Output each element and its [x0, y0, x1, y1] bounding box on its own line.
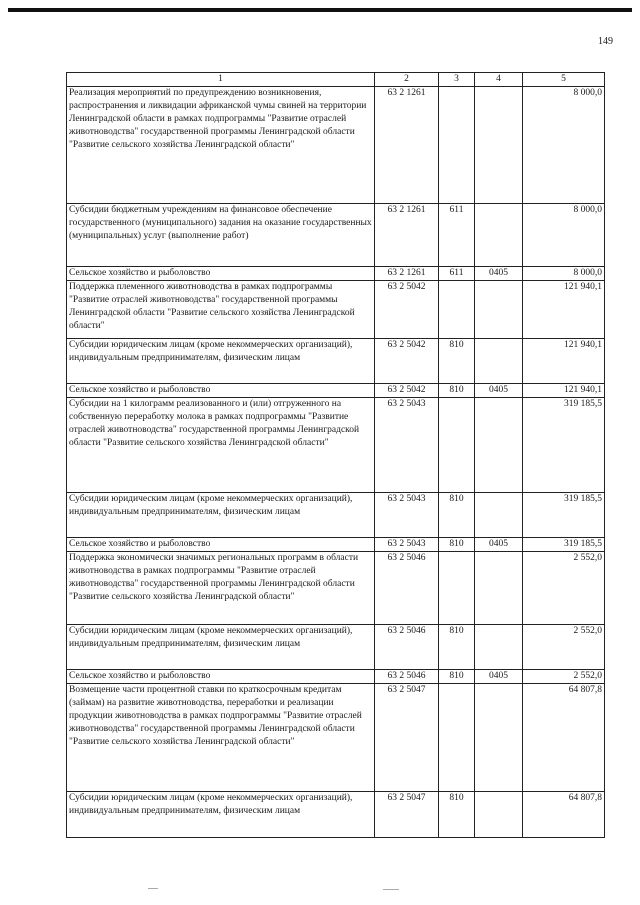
table-row: [67, 684, 605, 792]
row-expense-type: [439, 281, 475, 339]
row-amount: 64 807,8: [523, 684, 605, 792]
row-expense-type: [439, 87, 475, 204]
row-target-code: 63 2 1261: [375, 87, 439, 204]
row-section: [475, 625, 523, 670]
row-target-code: 63 2 5046: [375, 670, 439, 684]
table-row: [67, 267, 605, 281]
row-expense-type: 611: [439, 267, 475, 281]
row-amount: 64 807,8: [523, 792, 605, 838]
row-description: Сельское хозяйство и рыболовство: [67, 670, 375, 684]
row-expense-type: 810: [439, 670, 475, 684]
row-expense-type: 810: [439, 792, 475, 838]
row-section: [475, 87, 523, 204]
row-amount: 121 940,1: [523, 339, 605, 384]
row-expense-type: 810: [439, 339, 475, 384]
row-section: [475, 398, 523, 493]
scan-speck: [383, 889, 399, 890]
table-row: [67, 339, 605, 384]
row-amount: 319 185,5: [523, 493, 605, 538]
row-description: Субсидии юридическим лицам (кроме некоммерческих организаций), индивидуальным предпринимателям, физическим лицам: [67, 792, 375, 838]
row-expense-type: [439, 552, 475, 625]
row-amount: 319 185,5: [523, 398, 605, 493]
row-section: 0405: [475, 267, 523, 281]
header-col-3: 3: [439, 73, 475, 87]
row-target-code: 63 2 5047: [375, 792, 439, 838]
row-description: Реализация мероприятий по предупреждению возникновения, распространения и ликвидации африканской чумы свиней на территории Ленинградской области в рамках подпрограммы "Развитие отраслей животноводства" государственной программы Ленинградской области "Развитие сельского хозяйства Ленинградской области": [67, 87, 375, 204]
row-section: [475, 493, 523, 538]
row-description: Субсидии юридическим лицам (кроме некоммерческих организаций), индивидуальным предпринимателям, физическим лицам: [67, 339, 375, 384]
row-target-code: 63 2 5043: [375, 398, 439, 493]
row-expense-type: 810: [439, 625, 475, 670]
scan-speck: [148, 888, 158, 889]
row-target-code: 63 2 5042: [375, 384, 439, 398]
table-row: [67, 204, 605, 267]
table-row: [67, 538, 605, 552]
row-description: Поддержка племенного животноводства в рамках подпрограммы "Развитие отраслей животноводства" государственной программы Ленинградской области "Развитие сельского хозяйства Ленинградской области": [67, 281, 375, 339]
row-section: [475, 552, 523, 625]
row-section: [475, 281, 523, 339]
table-row: [67, 625, 605, 670]
row-section: [475, 792, 523, 838]
budget-table: [66, 72, 605, 838]
table-row: [67, 670, 605, 684]
row-amount: 8 000,0: [523, 87, 605, 204]
row-target-code: 63 2 5047: [375, 684, 439, 792]
row-target-code: 63 2 5042: [375, 339, 439, 384]
header-col-1: 1: [67, 73, 375, 87]
row-description: Сельское хозяйство и рыболовство: [67, 267, 375, 281]
row-description: Сельское хозяйство и рыболовство: [67, 384, 375, 398]
row-target-code: 63 2 5043: [375, 493, 439, 538]
row-expense-type: 810: [439, 384, 475, 398]
row-expense-type: 810: [439, 493, 475, 538]
table-row: [67, 281, 605, 339]
row-amount: 2 552,0: [523, 670, 605, 684]
row-target-code: 63 2 5042: [375, 281, 439, 339]
row-description: Субсидии юридическим лицам (кроме некоммерческих организаций), индивидуальным предпринимателям, физическим лицам: [67, 493, 375, 538]
row-section: [475, 684, 523, 792]
row-section: [475, 339, 523, 384]
row-amount: 319 185,5: [523, 538, 605, 552]
row-section: 0405: [475, 538, 523, 552]
table-row: [67, 493, 605, 538]
table-header-row: [67, 73, 605, 87]
table-row: [67, 398, 605, 493]
row-amount: 2 552,0: [523, 625, 605, 670]
row-description: Субсидии юридическим лицам (кроме некоммерческих организаций), индивидуальным предпринимателям, физическим лицам: [67, 625, 375, 670]
row-amount: 121 940,1: [523, 281, 605, 339]
top-border-line: [8, 8, 632, 12]
table-row: [67, 792, 605, 838]
row-amount: 8 000,0: [523, 267, 605, 281]
row-description: Субсидии бюджетным учреждениям на финансовое обеспечение государственного (муниципального) задания на оказание государственных (муниципальных) услуг (выполнение работ): [67, 204, 375, 267]
row-description: Сельское хозяйство и рыболовство: [67, 538, 375, 552]
row-description: Возмещение части процентной ставки по краткосрочным кредитам (займам) на развитие животноводства, переработки и реализации продукции животноводства в рамках подпрограммы "Развитие отраслей животноводства" государственной программы Ленинградской области "Развитие сельского хозяйства Ленинградской области": [67, 684, 375, 792]
page-number: 149: [598, 36, 613, 47]
row-expense-type: [439, 398, 475, 493]
row-amount: 2 552,0: [523, 552, 605, 625]
row-amount: 8 000,0: [523, 204, 605, 267]
row-description: Поддержка экономически значимых региональных программ в области животноводства в рамках подпрограммы "Развитие отраслей животноводства" государственной программы Ленинградской области "Развитие сельского хозяйства Ленинградской области": [67, 552, 375, 625]
row-description: Субсидии на 1 килограмм реализованного и (или) отгруженного на собственную переработку молока в рамках подпрограммы "Развитие отраслей животноводства" государственной программы Ленинградской области "Развитие сельского хозяйства Ленинградской области": [67, 398, 375, 493]
row-target-code: 63 2 1261: [375, 267, 439, 281]
row-target-code: 63 2 5043: [375, 538, 439, 552]
table-row: [67, 384, 605, 398]
row-expense-type: [439, 684, 475, 792]
row-expense-type: 810: [439, 538, 475, 552]
row-amount: 121 940,1: [523, 384, 605, 398]
row-section: [475, 204, 523, 267]
row-expense-type: 611: [439, 204, 475, 267]
header-col-2: 2: [375, 73, 439, 87]
row-target-code: 63 2 5046: [375, 552, 439, 625]
table-row: [67, 87, 605, 204]
header-col-4: 4: [475, 73, 523, 87]
table-row: [67, 552, 605, 625]
row-section: 0405: [475, 384, 523, 398]
row-section: 0405: [475, 670, 523, 684]
row-target-code: 63 2 5046: [375, 625, 439, 670]
header-col-5: 5: [523, 73, 605, 87]
row-target-code: 63 2 1261: [375, 204, 439, 267]
